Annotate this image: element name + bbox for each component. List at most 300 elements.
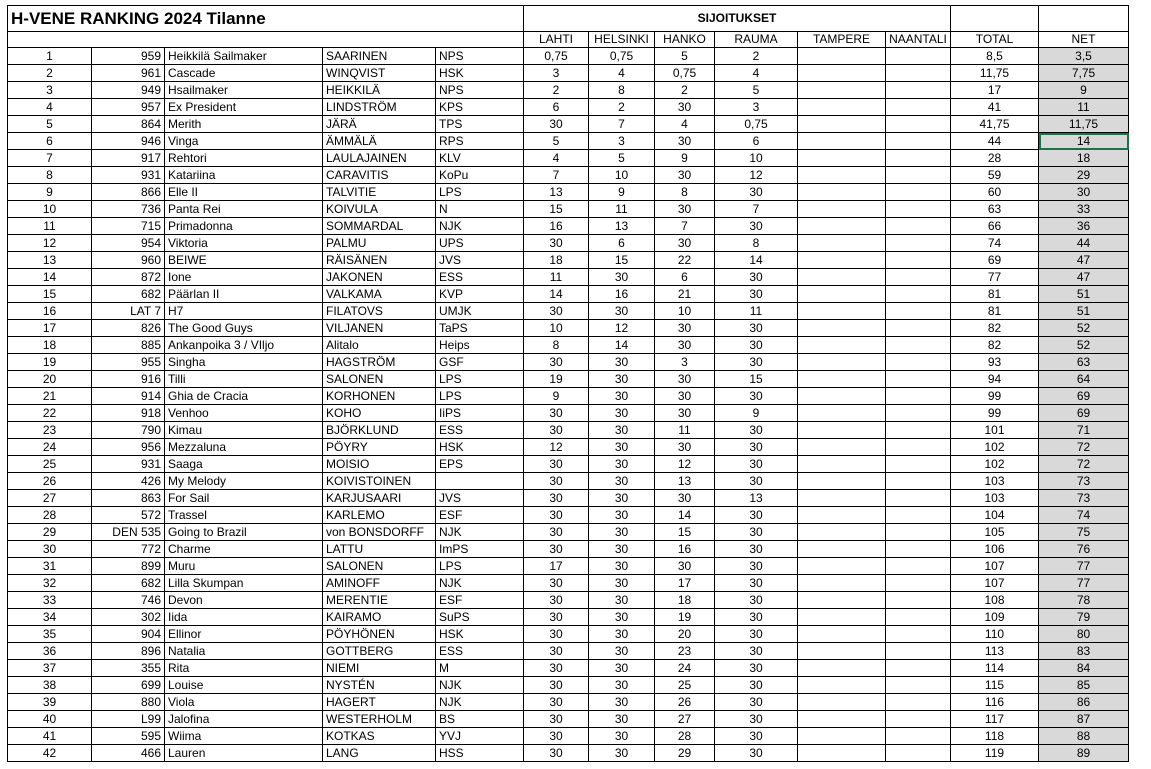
net-cell[interactable]: 30 [1039, 184, 1129, 201]
rank-cell[interactable]: 33 [8, 592, 92, 609]
boat-name-cell[interactable]: Going to Brazil [165, 524, 323, 541]
naantali-cell[interactable] [886, 609, 951, 626]
club-cell[interactable]: ESS [436, 269, 524, 286]
skipper-cell[interactable]: JAKONEN [323, 269, 436, 286]
sail-number-cell[interactable]: 961 [92, 65, 165, 82]
rauma-cell[interactable]: 2 [715, 48, 798, 65]
tampere-cell[interactable] [798, 490, 886, 507]
skipper-cell[interactable]: KOTKAS [323, 728, 436, 745]
total-cell[interactable]: 101 [951, 422, 1039, 439]
helsinki-cell[interactable]: 13 [589, 218, 655, 235]
skipper-cell[interactable]: KARLEMO [323, 507, 436, 524]
sail-number-cell[interactable]: 960 [92, 252, 165, 269]
hanko-cell[interactable]: 30 [655, 439, 715, 456]
helsinki-cell[interactable]: 30 [589, 354, 655, 371]
lahti-cell[interactable]: 2 [524, 82, 589, 99]
rauma-cell[interactable]: 30 [715, 388, 798, 405]
naantali-cell[interactable] [886, 184, 951, 201]
club-cell[interactable]: JVS [436, 252, 524, 269]
helsinki-cell[interactable]: 30 [589, 269, 655, 286]
rank-cell[interactable]: 2 [8, 65, 92, 82]
skipper-cell[interactable]: LATTU [323, 541, 436, 558]
rank-cell[interactable]: 41 [8, 728, 92, 745]
sail-number-cell[interactable]: DEN 535 [92, 524, 165, 541]
boat-name-cell[interactable]: Kimau [165, 422, 323, 439]
rank-cell[interactable]: 9 [8, 184, 92, 201]
sail-number-cell[interactable]: 872 [92, 269, 165, 286]
club-cell[interactable]: NPS [436, 48, 524, 65]
helsinki-cell[interactable]: 30 [589, 609, 655, 626]
net-cell[interactable]: 69 [1039, 388, 1129, 405]
hanko-cell[interactable]: 9 [655, 150, 715, 167]
rauma-cell[interactable]: 30 [715, 354, 798, 371]
club-cell[interactable]: SuPS [436, 609, 524, 626]
club-cell[interactable]: NJK [436, 677, 524, 694]
helsinki-cell[interactable]: 14 [589, 337, 655, 354]
hanko-cell[interactable]: 24 [655, 660, 715, 677]
total-cell[interactable]: 82 [951, 320, 1039, 337]
skipper-cell[interactable]: NIEMI [323, 660, 436, 677]
helsinki-cell[interactable]: 12 [589, 320, 655, 337]
skipper-cell[interactable]: KAIRAMO [323, 609, 436, 626]
club-cell[interactable]: ESF [436, 507, 524, 524]
total-cell[interactable]: 60 [951, 184, 1039, 201]
tampere-cell[interactable] [798, 558, 886, 575]
net-cell[interactable]: 76 [1039, 541, 1129, 558]
lahti-cell[interactable]: 30 [524, 354, 589, 371]
total-cell[interactable]: 113 [951, 643, 1039, 660]
rank-cell[interactable]: 35 [8, 626, 92, 643]
tampere-cell[interactable] [798, 184, 886, 201]
skipper-cell[interactable]: FILATOVS [323, 303, 436, 320]
naantali-cell[interactable] [886, 133, 951, 150]
tampere-cell[interactable] [798, 150, 886, 167]
lahti-cell[interactable]: 3 [524, 65, 589, 82]
naantali-cell[interactable] [886, 541, 951, 558]
club-cell[interactable]: UPS [436, 235, 524, 252]
hanko-cell[interactable]: 20 [655, 626, 715, 643]
sail-number-cell[interactable]: 880 [92, 694, 165, 711]
net-cell[interactable]: 18 [1039, 150, 1129, 167]
club-cell[interactable]: UMJK [436, 303, 524, 320]
hanko-cell[interactable]: 30 [655, 201, 715, 218]
naantali-cell[interactable] [886, 320, 951, 337]
sail-number-cell[interactable]: 949 [92, 82, 165, 99]
rauma-cell[interactable]: 30 [715, 626, 798, 643]
sail-number-cell[interactable]: 682 [92, 575, 165, 592]
boat-name-cell[interactable]: Trassel [165, 507, 323, 524]
lahti-cell[interactable]: 30 [524, 456, 589, 473]
tampere-cell[interactable] [798, 473, 886, 490]
helsinki-cell[interactable]: 30 [589, 456, 655, 473]
skipper-cell[interactable]: MERENTIE [323, 592, 436, 609]
rauma-cell[interactable]: 4 [715, 65, 798, 82]
hanko-cell[interactable]: 0,75 [655, 65, 715, 82]
rauma-cell[interactable]: 30 [715, 456, 798, 473]
sail-number-cell[interactable]: 466 [92, 745, 165, 762]
net-cell[interactable]: 11 [1039, 99, 1129, 116]
rank-cell[interactable]: 19 [8, 354, 92, 371]
tampere-cell[interactable] [798, 405, 886, 422]
boat-name-cell[interactable]: Singha [165, 354, 323, 371]
rank-cell[interactable]: 42 [8, 745, 92, 762]
lahti-cell[interactable]: 30 [524, 303, 589, 320]
sail-number-cell[interactable]: 699 [92, 677, 165, 694]
sail-number-cell[interactable]: 682 [92, 286, 165, 303]
skipper-cell[interactable]: LANG [323, 745, 436, 762]
boat-name-cell[interactable]: Tilli [165, 371, 323, 388]
sail-number-cell[interactable]: 904 [92, 626, 165, 643]
naantali-cell[interactable] [886, 490, 951, 507]
helsinki-cell[interactable]: 30 [589, 439, 655, 456]
rauma-cell[interactable]: 30 [715, 507, 798, 524]
hanko-cell[interactable]: 30 [655, 235, 715, 252]
net-cell[interactable]: 78 [1039, 592, 1129, 609]
rank-cell[interactable]: 17 [8, 320, 92, 337]
skipper-cell[interactable]: SOMMARDAL [323, 218, 436, 235]
net-cell[interactable]: 87 [1039, 711, 1129, 728]
skipper-cell[interactable]: SALONEN [323, 558, 436, 575]
club-cell[interactable]: NJK [436, 575, 524, 592]
lahti-cell[interactable]: 12 [524, 439, 589, 456]
skipper-cell[interactable]: JÄRÄ [323, 116, 436, 133]
helsinki-cell[interactable]: 30 [589, 490, 655, 507]
sail-number-cell[interactable]: 914 [92, 388, 165, 405]
net-cell[interactable]: 64 [1039, 371, 1129, 388]
net-cell[interactable]: 84 [1039, 660, 1129, 677]
club-cell[interactable]: HSS [436, 745, 524, 762]
total-cell[interactable]: 109 [951, 609, 1039, 626]
boat-name-cell[interactable]: For Sail [165, 490, 323, 507]
helsinki-cell[interactable]: 15 [589, 252, 655, 269]
rauma-cell[interactable]: 10 [715, 150, 798, 167]
skipper-cell[interactable]: KOIVISTOINEN [323, 473, 436, 490]
hanko-cell[interactable]: 6 [655, 269, 715, 286]
total-cell[interactable]: 119 [951, 745, 1039, 762]
lahti-cell[interactable]: 19 [524, 371, 589, 388]
boat-name-cell[interactable]: Katariina [165, 167, 323, 184]
helsinki-cell[interactable]: 10 [589, 167, 655, 184]
tampere-cell[interactable] [798, 48, 886, 65]
lahti-cell[interactable]: 16 [524, 218, 589, 235]
total-cell[interactable]: 116 [951, 694, 1039, 711]
naantali-cell[interactable] [886, 286, 951, 303]
rank-cell[interactable]: 28 [8, 507, 92, 524]
naantali-cell[interactable] [886, 371, 951, 388]
club-cell[interactable]: N [436, 201, 524, 218]
sail-number-cell[interactable]: 736 [92, 201, 165, 218]
net-cell[interactable]: 80 [1039, 626, 1129, 643]
rank-cell[interactable]: 36 [8, 643, 92, 660]
rank-cell[interactable]: 5 [8, 116, 92, 133]
helsinki-cell[interactable]: 2 [589, 99, 655, 116]
net-cell[interactable]: 72 [1039, 439, 1129, 456]
tampere-cell[interactable] [798, 388, 886, 405]
skipper-cell[interactable]: LINDSTRÖM [323, 99, 436, 116]
sail-number-cell[interactable]: 863 [92, 490, 165, 507]
helsinki-cell[interactable]: 30 [589, 643, 655, 660]
hanko-cell[interactable]: 30 [655, 558, 715, 575]
net-cell[interactable]: 79 [1039, 609, 1129, 626]
rauma-cell[interactable]: 11 [715, 303, 798, 320]
net-cell[interactable]: 3,5 [1039, 48, 1129, 65]
lahti-cell[interactable]: 30 [524, 660, 589, 677]
hanko-cell[interactable]: 11 [655, 422, 715, 439]
hanko-cell[interactable]: 7 [655, 218, 715, 235]
club-cell[interactable]: ESF [436, 592, 524, 609]
helsinki-cell[interactable]: 4 [589, 65, 655, 82]
hanko-cell[interactable]: 19 [655, 609, 715, 626]
net-cell[interactable]: 74 [1039, 507, 1129, 524]
total-cell[interactable]: 41,75 [951, 116, 1039, 133]
total-cell[interactable]: 94 [951, 371, 1039, 388]
rank-cell[interactable]: 40 [8, 711, 92, 728]
naantali-cell[interactable] [886, 728, 951, 745]
sail-number-cell[interactable]: 931 [92, 456, 165, 473]
rauma-cell[interactable]: 30 [715, 473, 798, 490]
helsinki-cell[interactable]: 30 [589, 422, 655, 439]
sail-number-cell[interactable]: 572 [92, 507, 165, 524]
naantali-cell[interactable] [886, 524, 951, 541]
net-cell[interactable]: 83 [1039, 643, 1129, 660]
tampere-cell[interactable] [798, 99, 886, 116]
rauma-cell[interactable]: 30 [715, 422, 798, 439]
total-cell[interactable]: 103 [951, 490, 1039, 507]
net-cell[interactable]: 77 [1039, 575, 1129, 592]
hanko-cell[interactable]: 10 [655, 303, 715, 320]
rank-cell[interactable]: 25 [8, 456, 92, 473]
helsinki-cell[interactable]: 30 [589, 541, 655, 558]
club-cell[interactable]: Heips [436, 337, 524, 354]
lahti-cell[interactable]: 30 [524, 609, 589, 626]
naantali-cell[interactable] [886, 677, 951, 694]
tampere-cell[interactable] [798, 167, 886, 184]
rauma-cell[interactable]: 30 [715, 541, 798, 558]
skipper-cell[interactable]: WINQVIST [323, 65, 436, 82]
lahti-cell[interactable]: 30 [524, 490, 589, 507]
rank-cell[interactable]: 37 [8, 660, 92, 677]
net-cell[interactable]: 51 [1039, 286, 1129, 303]
tampere-cell[interactable] [798, 609, 886, 626]
rank-cell[interactable]: 7 [8, 150, 92, 167]
rauma-cell[interactable]: 30 [715, 558, 798, 575]
rauma-cell[interactable]: 30 [715, 677, 798, 694]
club-cell[interactable]: BS [436, 711, 524, 728]
helsinki-cell[interactable]: 30 [589, 473, 655, 490]
total-cell[interactable]: 74 [951, 235, 1039, 252]
hanko-cell[interactable]: 30 [655, 405, 715, 422]
skipper-cell[interactable]: NYSTÉN [323, 677, 436, 694]
skipper-cell[interactable]: PALMU [323, 235, 436, 252]
tampere-cell[interactable] [798, 422, 886, 439]
boat-name-cell[interactable]: Viola [165, 694, 323, 711]
lahti-cell[interactable]: 30 [524, 711, 589, 728]
helsinki-cell[interactable]: 30 [589, 405, 655, 422]
net-cell[interactable]: 89 [1039, 745, 1129, 762]
helsinki-cell[interactable]: 30 [589, 660, 655, 677]
lahti-cell[interactable]: 30 [524, 524, 589, 541]
boat-name-cell[interactable]: My Melody [165, 473, 323, 490]
sail-number-cell[interactable]: 918 [92, 405, 165, 422]
naantali-cell[interactable] [886, 269, 951, 286]
naantali-cell[interactable] [886, 592, 951, 609]
net-cell[interactable]: 73 [1039, 490, 1129, 507]
club-cell[interactable]: JVS [436, 490, 524, 507]
boat-name-cell[interactable]: Venhoo [165, 405, 323, 422]
sail-number-cell[interactable]: 426 [92, 473, 165, 490]
tampere-cell[interactable] [798, 235, 886, 252]
rank-cell[interactable]: 24 [8, 439, 92, 456]
cell[interactable] [8, 32, 524, 48]
rank-cell[interactable]: 6 [8, 133, 92, 150]
skipper-cell[interactable]: KORHONEN [323, 388, 436, 405]
total-cell[interactable]: 102 [951, 439, 1039, 456]
skipper-cell[interactable]: PÖYHÖNEN [323, 626, 436, 643]
net-cell[interactable]: 29 [1039, 167, 1129, 184]
club-cell[interactable]: TPS [436, 116, 524, 133]
skipper-cell[interactable]: MOISIO [323, 456, 436, 473]
naantali-cell[interactable] [886, 388, 951, 405]
skipper-cell[interactable]: Alitalo [323, 337, 436, 354]
header-naantali[interactable]: NAANTALI [886, 32, 951, 48]
boat-name-cell[interactable]: Jalofina [165, 711, 323, 728]
naantali-cell[interactable] [886, 575, 951, 592]
sail-number-cell[interactable]: 954 [92, 235, 165, 252]
club-cell[interactable]: LPS [436, 184, 524, 201]
tampere-cell[interactable] [798, 592, 886, 609]
lahti-cell[interactable]: 18 [524, 252, 589, 269]
header-net[interactable]: NET [1039, 32, 1129, 48]
boat-name-cell[interactable]: Cascade [165, 65, 323, 82]
skipper-cell[interactable]: SALONEN [323, 371, 436, 388]
hanko-cell[interactable]: 28 [655, 728, 715, 745]
rauma-cell[interactable]: 7 [715, 201, 798, 218]
tampere-cell[interactable] [798, 371, 886, 388]
naantali-cell[interactable] [886, 643, 951, 660]
tampere-cell[interactable] [798, 626, 886, 643]
tampere-cell[interactable] [798, 541, 886, 558]
lahti-cell[interactable]: 30 [524, 728, 589, 745]
net-cell[interactable]: 14 [1039, 133, 1129, 150]
total-cell[interactable]: 110 [951, 626, 1039, 643]
rauma-cell[interactable]: 13 [715, 490, 798, 507]
net-cell[interactable]: 75 [1039, 524, 1129, 541]
lahti-cell[interactable]: 17 [524, 558, 589, 575]
header-lahti[interactable]: LAHTI [524, 32, 589, 48]
tampere-cell[interactable] [798, 694, 886, 711]
rank-cell[interactable]: 4 [8, 99, 92, 116]
hanko-cell[interactable]: 2 [655, 82, 715, 99]
rank-cell[interactable]: 15 [8, 286, 92, 303]
rauma-cell[interactable]: 5 [715, 82, 798, 99]
tampere-cell[interactable] [798, 575, 886, 592]
tampere-cell[interactable] [798, 660, 886, 677]
lahti-cell[interactable]: 6 [524, 99, 589, 116]
net-cell[interactable]: 69 [1039, 405, 1129, 422]
rauma-cell[interactable]: 30 [715, 592, 798, 609]
boat-name-cell[interactable]: Lilla Skumpan [165, 575, 323, 592]
net-cell[interactable]: 33 [1039, 201, 1129, 218]
tampere-cell[interactable] [798, 337, 886, 354]
naantali-cell[interactable] [886, 711, 951, 728]
rauma-cell[interactable]: 30 [715, 575, 798, 592]
rank-cell[interactable]: 11 [8, 218, 92, 235]
club-cell[interactable]: LPS [436, 371, 524, 388]
naantali-cell[interactable] [886, 65, 951, 82]
sail-number-cell[interactable]: 896 [92, 643, 165, 660]
club-cell[interactable]: KVP [436, 286, 524, 303]
hanko-cell[interactable]: 23 [655, 643, 715, 660]
skipper-cell[interactable]: GOTTBERG [323, 643, 436, 660]
rauma-cell[interactable]: 30 [715, 337, 798, 354]
total-cell[interactable]: 103 [951, 473, 1039, 490]
club-cell[interactable]: RPS [436, 133, 524, 150]
naantali-cell[interactable] [886, 235, 951, 252]
hanko-cell[interactable]: 30 [655, 133, 715, 150]
boat-name-cell[interactable]: Rita [165, 660, 323, 677]
rauma-cell[interactable]: 30 [715, 609, 798, 626]
boat-name-cell[interactable]: Ankanpoika 3 / VIljo [165, 337, 323, 354]
cell[interactable] [1039, 6, 1129, 32]
boat-name-cell[interactable]: BEIWE [165, 252, 323, 269]
rank-cell[interactable]: 29 [8, 524, 92, 541]
skipper-cell[interactable]: HAGSTRÖM [323, 354, 436, 371]
hanko-cell[interactable]: 18 [655, 592, 715, 609]
rank-cell[interactable]: 16 [8, 303, 92, 320]
hanko-cell[interactable]: 4 [655, 116, 715, 133]
net-cell[interactable]: 63 [1039, 354, 1129, 371]
boat-name-cell[interactable]: Primadonna [165, 218, 323, 235]
rauma-cell[interactable]: 30 [715, 439, 798, 456]
lahti-cell[interactable]: 0,75 [524, 48, 589, 65]
lahti-cell[interactable]: 30 [524, 116, 589, 133]
sail-number-cell[interactable]: 931 [92, 167, 165, 184]
sail-number-cell[interactable]: 715 [92, 218, 165, 235]
boat-name-cell[interactable]: Merith [165, 116, 323, 133]
skipper-cell[interactable]: KOIVULA [323, 201, 436, 218]
net-cell[interactable]: 44 [1039, 235, 1129, 252]
boat-name-cell[interactable]: Iida [165, 609, 323, 626]
hanko-cell[interactable]: 5 [655, 48, 715, 65]
lahti-cell[interactable]: 30 [524, 626, 589, 643]
boat-name-cell[interactable]: Elle II [165, 184, 323, 201]
skipper-cell[interactable]: KOHO [323, 405, 436, 422]
rauma-cell[interactable]: 30 [715, 218, 798, 235]
sail-number-cell[interactable]: 866 [92, 184, 165, 201]
naantali-cell[interactable] [886, 694, 951, 711]
helsinki-cell[interactable]: 30 [589, 575, 655, 592]
naantali-cell[interactable] [886, 422, 951, 439]
sail-number-cell[interactable]: LAT 7 [92, 303, 165, 320]
club-cell[interactable]: NPS [436, 82, 524, 99]
skipper-cell[interactable]: LAULAJAINEN [323, 150, 436, 167]
rauma-cell[interactable]: 30 [715, 524, 798, 541]
naantali-cell[interactable] [886, 558, 951, 575]
net-cell[interactable]: 36 [1039, 218, 1129, 235]
net-cell[interactable]: 51 [1039, 303, 1129, 320]
sail-number-cell[interactable]: 957 [92, 99, 165, 116]
sail-number-cell[interactable]: L99 [92, 711, 165, 728]
naantali-cell[interactable] [886, 116, 951, 133]
helsinki-cell[interactable]: 5 [589, 150, 655, 167]
skipper-cell[interactable]: VALKAMA [323, 286, 436, 303]
hanko-cell[interactable]: 12 [655, 456, 715, 473]
sail-number-cell[interactable]: 955 [92, 354, 165, 371]
tampere-cell[interactable] [798, 354, 886, 371]
boat-name-cell[interactable]: Hsailmaker [165, 82, 323, 99]
rank-cell[interactable]: 1 [8, 48, 92, 65]
total-cell[interactable]: 117 [951, 711, 1039, 728]
